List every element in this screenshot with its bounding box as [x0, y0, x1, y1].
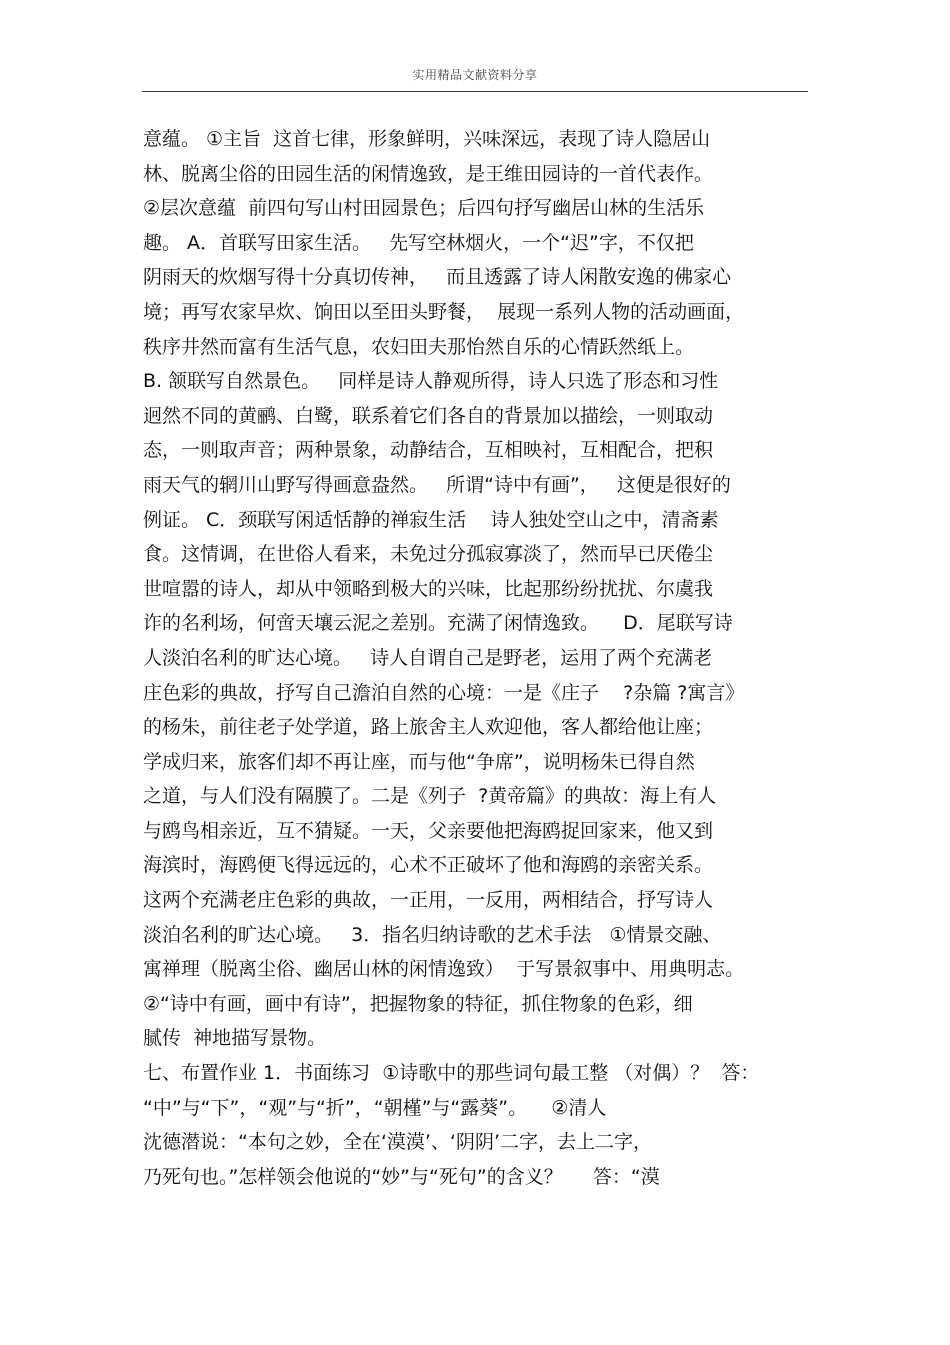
text-line: 庄色彩的典故，抒写自己澹泊自然的心境：一是《庄子 ?杂篇 ?寓言》 [143, 681, 745, 704]
text-line: 意蕴。 ①主旨 这首七律，形象鲜明，兴味深远，表现了诗人隐居山 [143, 128, 711, 150]
header-divider [142, 91, 808, 92]
page-header: 实用精品文献资料分享 [412, 68, 538, 82]
text-line: 趣。 A．首联写田家生活。 先写空林烟火，一个“迟”字，不仅把 [143, 231, 694, 254]
text-line: 淡泊名利的旷达心境。 3．指名归纳诗歌的艺术手法 ①情景交融、 [143, 923, 722, 946]
text-line: 食。这情调，在世俗人看来，未免过分孤寂寡淡了，然而早已厌倦尘 [143, 543, 714, 566]
text-line: 学成归来，旅客们却不再让座，而与他“争席”，说明杨朱已得自然 [143, 750, 695, 773]
text-line: 雨天气的辋川山野写得画意盎然。 所谓“诗中有画”， 这便是很好的 [143, 473, 731, 496]
text-line: ②“诗中有画，画中有诗”，把握物象的特征，抓住物象的色彩，细 [143, 992, 693, 1015]
text-line: 诈的名利场，何啻天壤云泥之差别。充满了闲情逸致。 D．尾联写诗 [143, 612, 733, 635]
text-line: 与鸥鸟相亲近，互不猜疑。一天，父亲要他把海鸥捉回家来，他又到 [143, 819, 714, 842]
text-line: 腻传 神地描写景物。 [143, 1027, 327, 1050]
text-line: 沈德潜说：“本句之妙，全在‘漠漠’、‘阴阴’二字，去上二字， [143, 1131, 653, 1154]
text-line: 林、脱离尘俗的田园生活的闲情逸致，是王维田园诗的一首代表作。 [143, 162, 714, 185]
document-body [143, 122, 823, 1194]
text-line: 境；再写农家早炊、饷田以至田头野餐， 展现一系列人物的活动画面， [143, 300, 745, 323]
text-line: 这两个充满老庄色彩的典故，一正用，一反用，两相结合，抒写诗人 [143, 889, 714, 912]
text-line: 迥然不同的黄鹂、白鹭，联系着它们各自的背景加以描绘，一则取动 [143, 404, 714, 427]
text-line: B. 颔联写自然景色。 同样是诗人静观所得，诗人只选了形态和习性 [143, 370, 719, 393]
text-line: 寓禅理（脱离尘俗、幽居山林的闲情逸致） 于写景叙事中、用典明志。 [143, 958, 745, 981]
text-line: “中”与“下”，“观”与“折”，“朝槿”与“露葵”。 ②清人 [143, 1096, 607, 1119]
text-line: 阴雨天的炊烟写得十分真切传神， 而且透露了诗人闲散安逸的佛家心 [143, 266, 732, 289]
text-line: 乃死句也。”怎样领会他说的“妙”与“死句”的含义？ 答：“漠 [143, 1165, 660, 1188]
text-line: 态，一则取声音；两种景象，动静结合，互相映衬，互相配合，把积 [143, 439, 714, 462]
text-line: 人淡泊名利的旷达心境。 诗人自谓自己是野老，运用了两个充满老 [143, 646, 713, 669]
text-line: 例证。 C．颈联写闲适恬静的禅寂生活 诗人独处空山之中，清斋素 [143, 508, 719, 531]
text-line: 的杨朱，前往老子处学道，路上旅舍主人欢迎他，客人都给他让座； [143, 716, 714, 739]
text-line: 七、布置作业 1．书面练习 ①诗歌中的那些词句最工整 （对偶）？ 答： [143, 1062, 760, 1085]
text-line: 之道，与人们没有隔膜了。二是《列子 ?黄帝篇》的典故：海上有人 [143, 785, 717, 808]
text-line: 秩序井然而富有生活气息，农妇田夫那怡然自乐的心情跃然纸上。 [143, 335, 695, 358]
text-line: ②层次意蕴 前四句写山村田园景色；后四句抒写幽居山林的生活乐 [143, 197, 705, 220]
text-line: 世喧嚣的诗人，却从中领略到极大的兴味，比起那纷纷扰扰、尔虞我 [143, 577, 714, 600]
text-line: 海滨时，海鸥便飞得远远的，心术不正破坏了他和海鸥的亲密关系。 [143, 854, 714, 877]
